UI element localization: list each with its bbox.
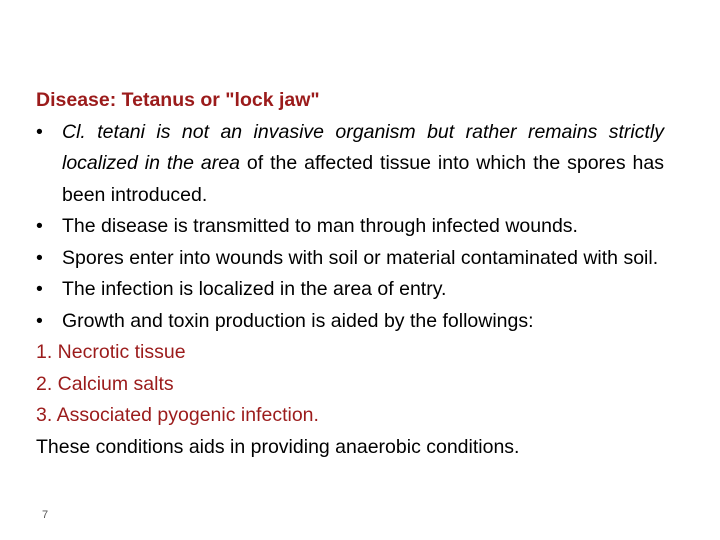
slide-content [36,85,664,463]
slide-heading: Disease: Tetanus or "lock jaw" [36,89,320,111]
numbered-item: 3. Associated pyogenic infection. [36,404,319,426]
page-number: 7 [42,509,49,521]
bullet-text: Spores enter into wounds with soil or material contaminated with soil. [62,246,659,269]
bullet-text: The disease is transmitted to man through infected wounds. [62,215,578,237]
bullet-text: Growth and toxin production is aided by the followings: [62,309,534,332]
bullet-item [36,274,664,306]
numbered-item: 2. Calcium salts [36,372,174,395]
bullet-text: of the affected tissue into which the spores has been introduced. [62,152,664,206]
bullet-item [36,211,664,243]
numbered-item: 1. Necrotic tissue [36,341,186,363]
bullet-text: The infection is localized in the area of entry. [62,278,447,300]
bullet-marker: • [36,309,43,332]
bullet-marker: • [36,120,43,143]
bullet-marker: • [36,246,43,269]
bullet-marker: • [36,215,43,237]
bullet-italic-text: Cl. tetani is not an invasive organism but rather remains strictly localized in the area [62,120,664,174]
bullet-item [36,306,664,338]
closing-statement: These conditions aids in providing anaerobic conditions. [36,435,520,458]
bullet-marker: • [36,278,43,300]
bullet-item [36,243,664,275]
bullet-item [36,117,664,212]
